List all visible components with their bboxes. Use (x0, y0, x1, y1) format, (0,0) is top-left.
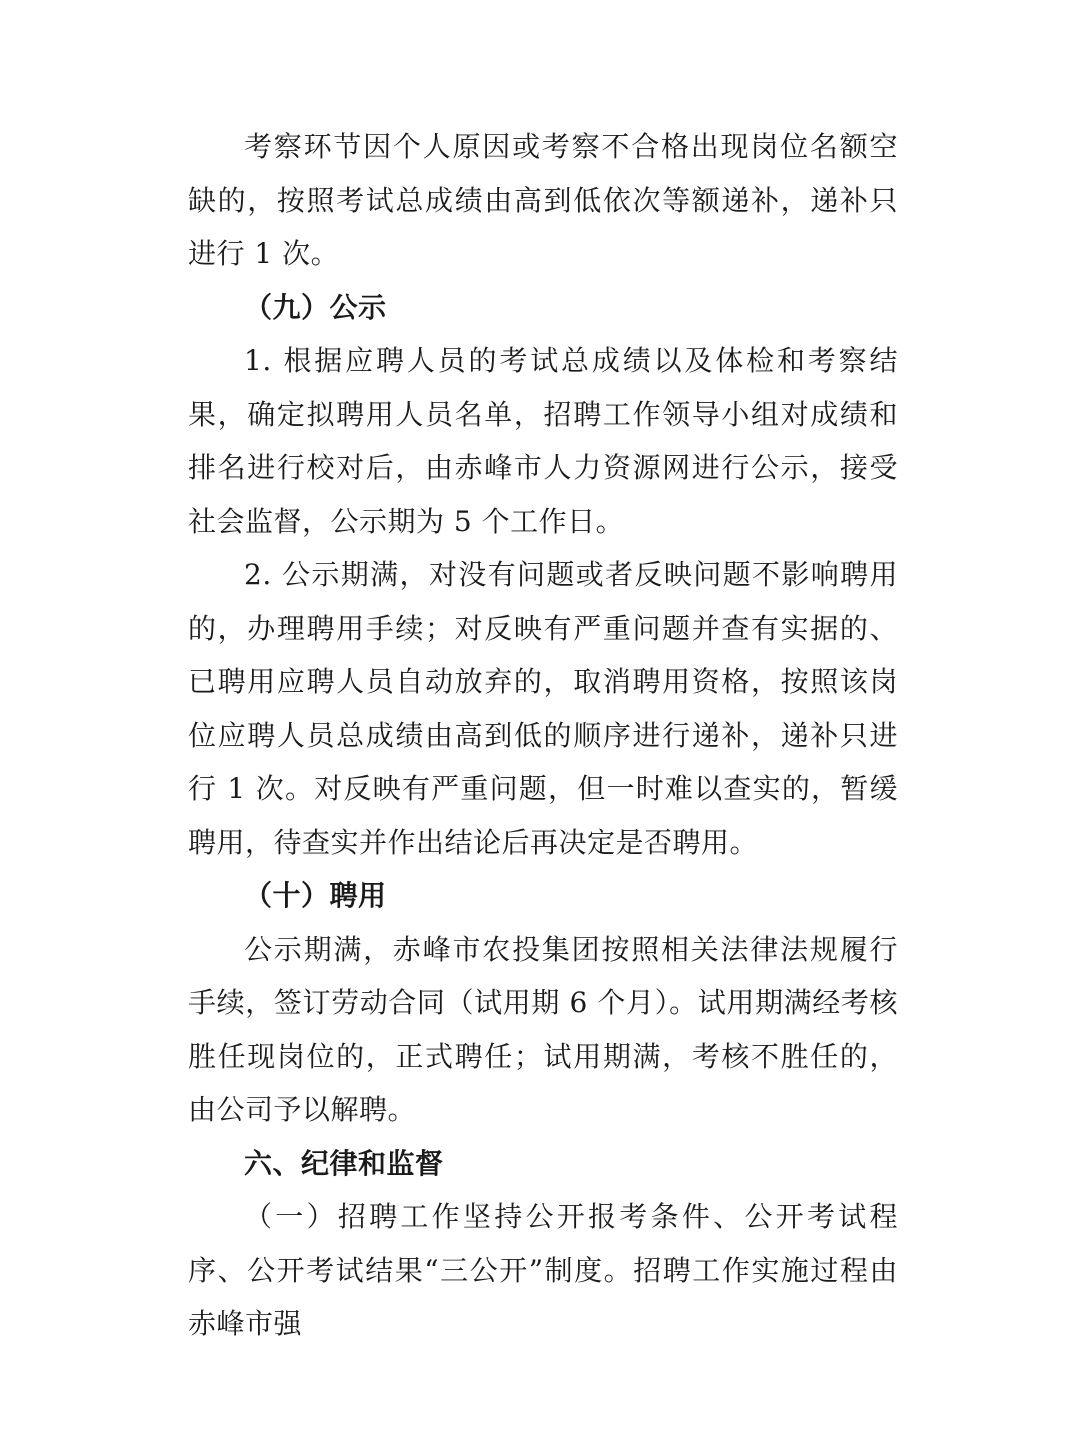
paragraph-employment: 公示期满，赤峰市农投集团按照相关法律法规履行手续，签订劳动合同（试用期 6 个月）。试用期满经考核胜任现岗位的，正式聘任；试用期满，考核不胜任的，由公司予以解聘。 (188, 932, 898, 1126)
section-heading-discipline: 六、纪律和监督 (244, 1146, 444, 1180)
paragraph-vacancy-replacement: 考察环节因个人原因或考察不合格出现岗位名额空缺的，按照考试总成绩由高到低依次等额递补，递补只进行 1 次。 (188, 130, 898, 270)
document-page (188, 120, 898, 1351)
paragraph-publicity-1: 1. 根据应聘人员的考试总成绩以及体检和考察结果，确定拟聘用人员名单，招聘工作领导小组对成绩和排名进行校对后，由赤峰市人力资源网进行公示，接受社会监督，公示期为 5 个工作日。 (188, 344, 898, 538)
section-heading-employment: （十）聘用 (244, 879, 387, 912)
paragraph-publicity-2: 2. 公示期满，对没有问题或者反映问题不影响聘用的，办理聘用手续；对反映有严重问题并查有实据的、已聘用应聘人员自动放弃的，取消聘用资格，按照该岗位应聘人员总成绩由高到低的顺序进行递补，递补只进行 1 次。对反映有严重问题，但一时难以查实的，暂缓聘用，待查实并作出结论后再决定是否聘用。 (188, 558, 898, 859)
paragraph-discipline-1: （一）招聘工作坚持公开报考条件、公开考试程序、公开考试结果“三公开”制度。招聘工作实施过程由赤峰市强 (188, 1200, 898, 1340)
section-heading-publicity: （九）公示 (244, 290, 387, 324)
